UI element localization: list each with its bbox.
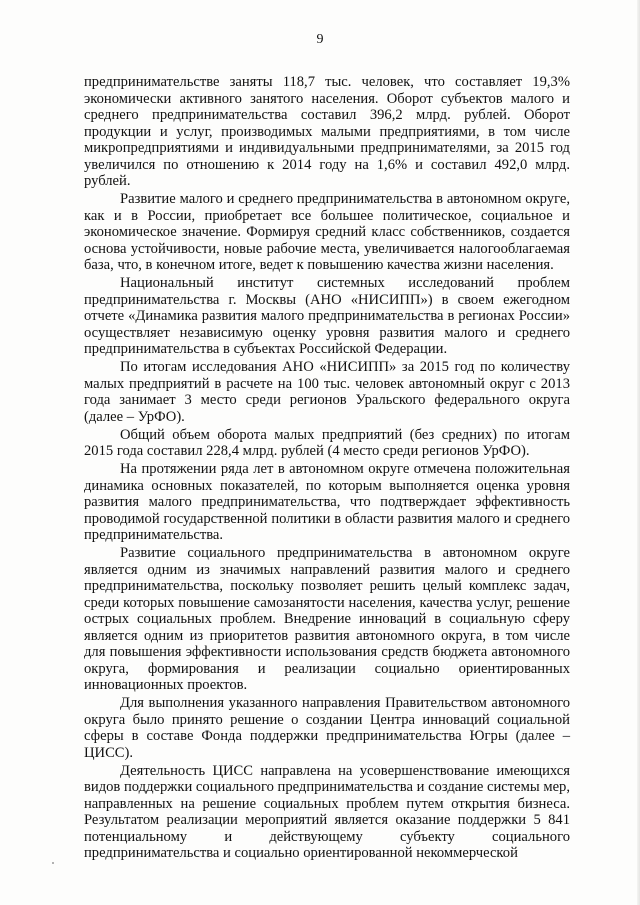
paragraph-9: Деятельность ЦИСС направлена на усовершенствование имеющихся видов поддержки социального предпринимательства и создание системы мер, направленных на решение социальных проблем путем открытия бизнеса. Результатом реализации мероприятий является оказание поддержки 5 841 потенциальному и действующему субъекту социального предпринимательства и социально ориентированной некоммерческой	[84, 762, 570, 861]
page-number: 9	[316, 32, 324, 47]
body-text	[84, 74, 570, 863]
paragraph-2: Развитие малого и среднего предпринимательства в автономном округе, как и в России, приобретает все большее политическое, социальное и экономическое значение. Формируя средний класс собственников, создается основа устойчивости, новые рабочие места, увеличивается налогооблагаемая база, что, в конечном итоге, ведет к повышению качества жизни населения.	[84, 191, 570, 273]
paragraph-5: Общий объем оборота малых предприятий (без средних) по итогам 2015 года составил 228,4 млрд. рублей (4 место среди регионов УрФО).	[84, 426, 570, 459]
scan-speck	[52, 862, 54, 864]
paragraph-7: Развитие социального предпринимательства в автономном округе является одним из значимых направлений развития малого и среднего предпринимательства, поскольку позволяет решить целый комплекс задач, среди которых повышение самозанятости населения, качества услуг, решение острых социальных проблем. Внедрение инноваций в социальную сферу является одним из приоритетов развития автономного округа, в том числе для повышения эффективности использования средств бюджета автономного округа, формирования и реализации социально ориентированных инновационных проектов.	[84, 545, 570, 693]
paragraph-8: Для выполнения указанного направления Правительством автономного округа было принято решение о создании Центра инноваций социальной сферы в составе Фонда поддержки предпринимательства Югры (далее – ЦИСС).	[84, 695, 570, 761]
paragraph-4: По итогам исследования АНО «НИСИПП» за 2015 год по количеству малых предприятий в расчете на 100 тыс. человек автономный округ с 2013 года занимает 3 место среди регионов Уральского федерального округа (далее – УрФО).	[84, 359, 570, 425]
paragraph-1: предпринимательстве заняты 118,7 тыс. человек, что составляет 19,3% экономически активного занятого населения. Оборот субъектов малого и среднего предпринимательства составил 396,2 млрд. рублей. Оборот продукции и услуг, производимых малыми предприятиями, в том числе микропредприятиями и индивидуальными предпринимателями, за 2015 год увеличился по отношению к 2014 году на 1,6% и составил 492,0 млрд. рублей.	[84, 74, 570, 189]
paragraph-3: Национальный институт системных исследований проблем предпринимательства г. Москвы (АНО «НИСИПП») в своем ежегодном отчете «Динамика развития малого предпринимательства в регионах России» осуществляет независимую оценку уровня развития малого и среднего предпринимательства в субъектах Российской Федерации.	[84, 275, 570, 357]
paragraph-6: На протяжении ряда лет в автономном округе отмечена положительная динамика основных показателей, по которым выполняется оценка уровня развития малого предпринимательства, что подтверждает эффективность проводимой государственной политики в области развития малого и среднего предпринимательства.	[84, 461, 570, 543]
